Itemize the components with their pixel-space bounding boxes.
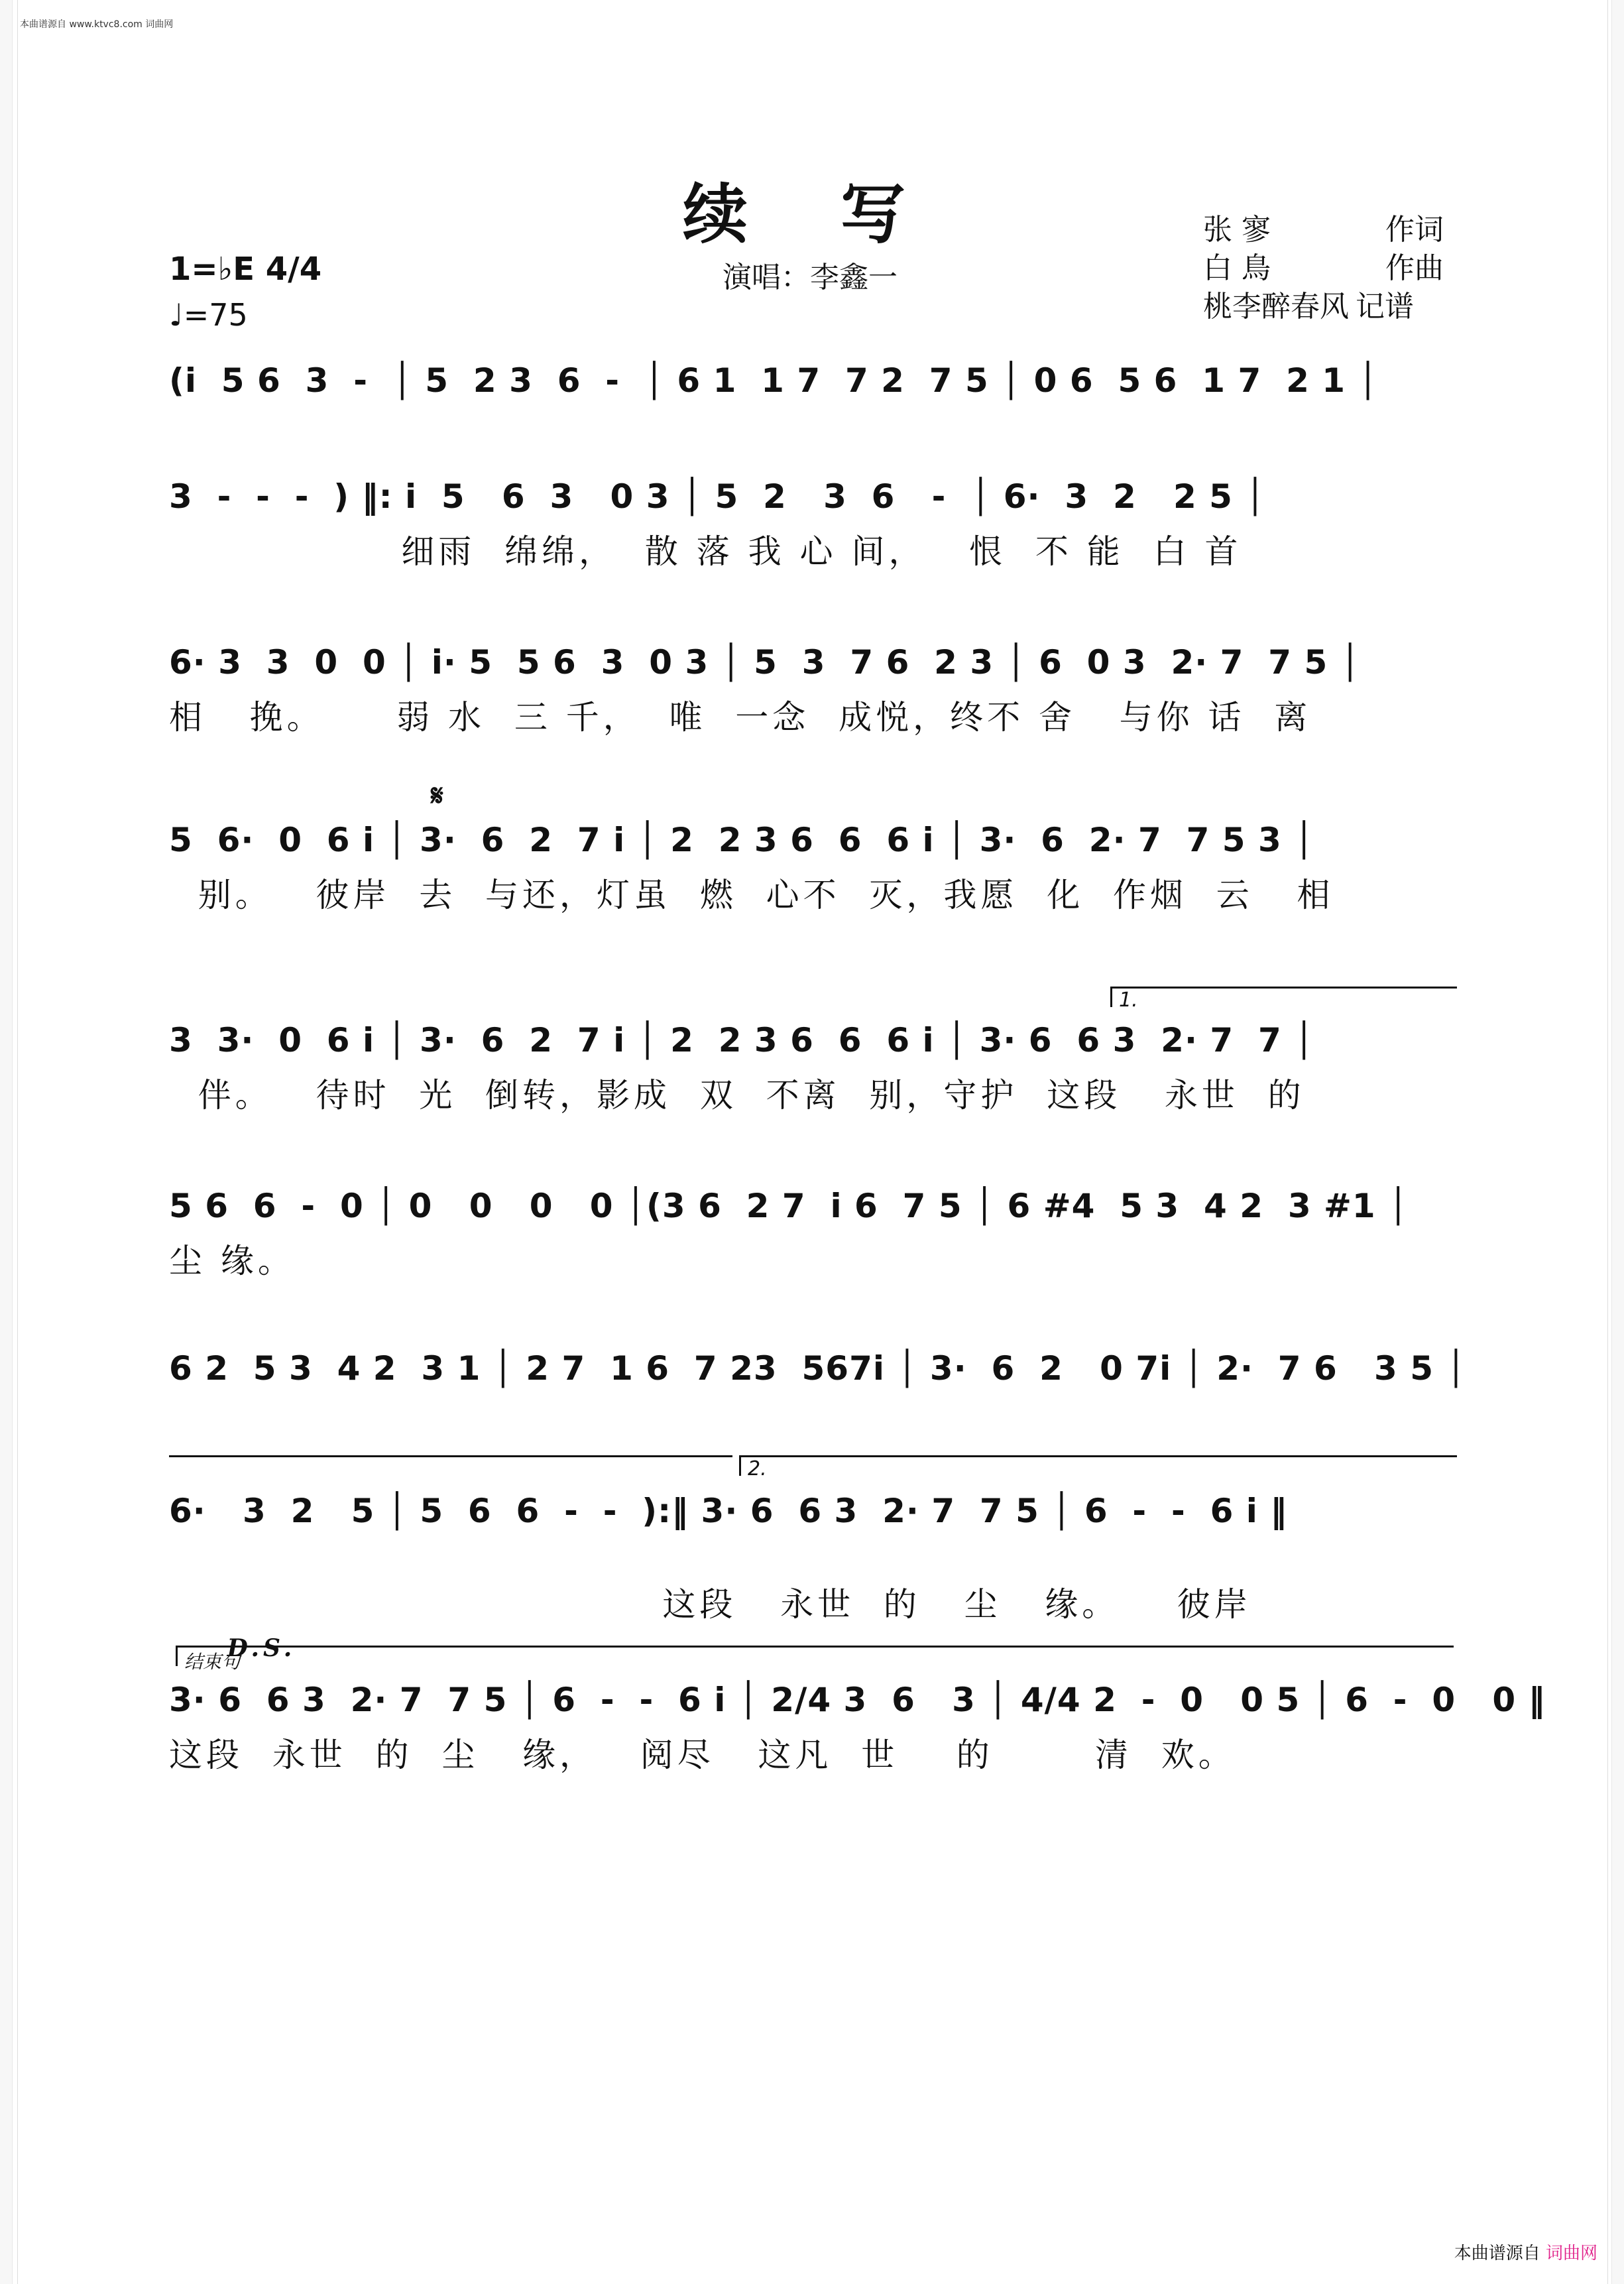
composer-row (1203, 249, 1444, 288)
staff-system-2 (169, 477, 1458, 573)
staff-system-6 (169, 1187, 1458, 1282)
lyrics-line: 细雨 绵绵， 散 落 我 心 间， 恨 不 能 白 首 (169, 532, 1242, 571)
left-margin-strip (0, 0, 13, 2284)
right-margin-strip (1611, 0, 1624, 2284)
segno-sign: 𝄋 (431, 779, 443, 813)
source-watermark-top: 本曲谱源自 www.ktvc8.com 词曲网 (20, 19, 174, 30)
source-brand: 词曲网 (1545, 2244, 1597, 2263)
lyrics-line: 尘 缘。 (169, 1242, 295, 1280)
notes-line: 6 2 5 3 4 2 3 1 │ 2 7 1 6 7 23 567i │ 3· 6 2 0 7i │ 2· 7 6 3 5 │ (169, 1349, 1467, 1388)
staff-system-8 (169, 1492, 1458, 1703)
staff-system-5 (169, 1021, 1458, 1116)
lyrics-line: 别。 彼岸 去 与还，灯虽 燃 心不 灭，我愿 化 作烟 云 相 (169, 876, 1334, 914)
coda-ending-label: 结束句 (184, 1651, 241, 1673)
lyrics-line (169, 1539, 1458, 1703)
tempo-marking: ♩=75 (169, 297, 248, 333)
notes-line: 3 3· 0 6 i │ 3· 6 2 7 i │ 2 2 3 6 6 6 i │ 3· 6 6 3 2· 7 7 │ (169, 1021, 1315, 1059)
lyricist-role: 作词 (1385, 213, 1444, 247)
dal-segno-mark: D.S. (227, 1634, 296, 1662)
notes-line: 3 - - - ) ‖: i 5 6 3 0 3 │ 5 2 3 6 - │ 6· 3 2 2 5 │ (169, 477, 1266, 516)
lyricist-name: 张 寥 (1203, 213, 1271, 247)
transcriber-name: 桃李醉春风 (1203, 290, 1349, 324)
singer-credit: 演唱：李鑫一 (723, 261, 898, 294)
notes-line: 3· 6 6 3 2· 7 7 5 │ 6 - - 6 i │ 2/4 3 6 3 │ 4/4 2 - 0 0 5 │ 6 - 0 0 ‖ (169, 1681, 1546, 1719)
staff-system-3 (169, 643, 1458, 739)
first-ending-continuation (169, 1455, 732, 1476)
second-ending-label: 2. (748, 1457, 767, 1480)
source-watermark-bottom (1454, 2240, 1597, 2264)
lyrics-text: 这段 永世 的 尘 缘。 彼岸 (227, 1585, 1251, 1624)
staff-system-7 (169, 1349, 1467, 1397)
first-ending-bracket (1110, 987, 1457, 1012)
staff-system-1 (169, 361, 1458, 409)
first-ending-label: 1. (1119, 989, 1138, 1012)
notes-line: 5 6 6 - 0 │ 0 0 0 0 │(3 6 2 7 i 6 7 5 │ 6 #4 5 3 4 2 3 #1 │ (169, 1187, 1409, 1225)
staff-system-4 (169, 821, 1458, 916)
transcriber-role: 记谱 (1356, 290, 1414, 324)
composer-name: 白 鳥 (1203, 251, 1271, 285)
score-sheet (17, 0, 1608, 2284)
song-title: 续写 (683, 176, 999, 253)
lyrics-line: 这段 永世 的 尘 缘， 阅尽 这凡 世 的 清 欢。 (169, 1736, 1236, 1774)
notes-line: 5 6· 0 6 i │ 3· 6 2 7 i │ 2 2 3 6 6 6 i │ 3· 6 2· 7 7 5 3 │ (169, 821, 1315, 859)
lyricist-row (1203, 211, 1444, 249)
composer-role: 作曲 (1385, 251, 1444, 285)
coda-ending-bracket (176, 1646, 1454, 1673)
second-ending-bracket (739, 1455, 1457, 1480)
source-prefix: 本曲谱源自 (1454, 2244, 1540, 2263)
notes-line: 6· 3 3 0 0 │ i· 5 5 6 3 0 3 │ 5 3 7 6 2 3 │ 6 0 3 2· 7 7 5 │ (169, 643, 1361, 682)
transcriber-row (1203, 288, 1444, 326)
lyrics-line: 相 挽。 弱 水 三 千， 唯 一念 成悦，终不 舍 与你 话 离 (169, 698, 1312, 737)
notes-line: 6· 3 2 5 │ 5 6 6 - - ):‖ 3· 6 6 3 2· 7 7 5 │ 6 - - 6 i ‖ (169, 1492, 1288, 1530)
key-signature: 1=♭E 4/4 (169, 251, 322, 288)
notes-line: (i 5 6 3 - │ 5 2 3 6 - │ 6 1 1 7 7 2 7 5 │ 0 6 5 6 1 7 2 1 │ (169, 361, 1379, 400)
credits-block (1203, 211, 1444, 326)
lyrics-line: 伴。 待时 光 倒转，影成 双 不离 别，守护 这段 永世 的 (169, 1076, 1305, 1114)
staff-system-9 (169, 1681, 1546, 1776)
